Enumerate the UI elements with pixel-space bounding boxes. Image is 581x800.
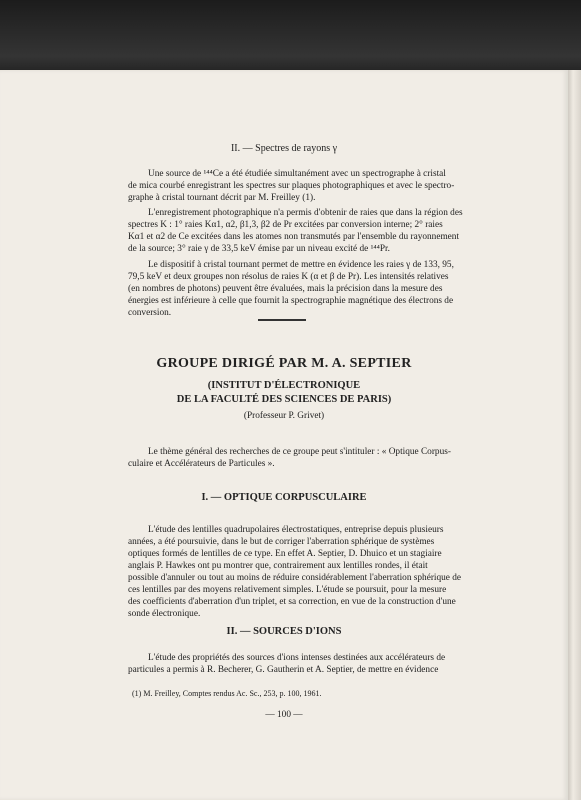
paragraph-line: particules a permis à R. Becherer, G. Gautherin et A. Septier, de mettre en évidence (128, 665, 439, 675)
paragraph-line: énergies est inférieure à celle que fournit la spectrographie magnétique des électrons de (128, 296, 454, 306)
paragraph-line: possible d'annuler ou tout au moins de réduire considérablement l'aberration sphérique de (128, 573, 462, 583)
paragraph-line: de mica courbé enregistrant les spectres sur plaques photographiques et avec le spectro- (128, 181, 455, 191)
paragraph-line: des coefficients d'aberration d'un triplet, et sa correction, en vue de la construction d'une (128, 597, 456, 607)
paragraph-line: L'étude des propriétés des sources d'ions intenses destinées aux accélérateurs de (148, 653, 446, 663)
paragraph-line: sonde électronique. (128, 609, 201, 619)
footnote: (1) M. Freilley, Comptes rendus Ac. Sc., 253, p. 100, 1961. (132, 689, 322, 698)
paragraph-line: culaire et Accélérateurs de Particules ». (128, 459, 275, 469)
paragraph-line: Le dispositif à cristal tournant permet de mettre en évidence les raies γ de 133, 95, (148, 260, 454, 270)
page-edge (568, 70, 581, 800)
section-heading: II. — SOURCES D'IONS (226, 626, 342, 637)
paragraph-line: L'enregistrement photographique n'a permis d'obtenir de raies que dans la région des (148, 208, 463, 218)
paragraph-line: de la source; 3° raie γ de 33,5 keV émise par un niveau excité de ¹⁴⁴Pr. (128, 244, 390, 254)
paragraph-line: ces lentilles par des moyens relativement simples. L'étude se poursuit, pour la mesure (128, 585, 447, 595)
paragraph-line: Kα1 et α2 de Ce excitées dans les atomes non transmutés par l'ensemble du rayonnement (128, 232, 460, 242)
paragraph-line: optiques formés de lentilles de ce type. En effet A. Septier, D. Dhuico et un stagiaire (128, 549, 442, 559)
paragraph-line: 79,5 keV et deux groupes non résolus de raies K (α et β de Pr). Les intensités relatives (128, 272, 449, 282)
paragraph-line: L'étude des lentilles quadrupolaires électrostatiques, entreprise depuis plusieurs (148, 525, 444, 535)
scanner-background (0, 0, 581, 70)
paragraph-line: spectres K : 1° raies Kα1, α2, β1,3, β2 de Pr excitées par conversion interne; 2° raies (128, 220, 443, 230)
group-title: GROUPE DIRIGÉ PAR M. A. SEPTIER (156, 356, 412, 371)
paragraph-line: anglais P. Hawkes ont pu montrer que, contrairement aux lentilles rondes, il était (128, 561, 428, 571)
paragraph-line: graphe à cristal tournant décrit par M. Freilley (1). (128, 193, 316, 203)
professor-line: (Professeur P. Grivet) (243, 411, 325, 421)
paragraph-line: années, a été poursuivie, dans le but de corriger l'aberration sphérique de systèmes (128, 537, 435, 547)
institute-line: (INSTITUT D'ÉLECTRONIQUE (207, 380, 361, 391)
section-divider (258, 319, 306, 321)
paragraph-line: conversion. (128, 308, 172, 318)
paragraph-line: (en nombres de photons) peuvent être évaluées, mais la précision dans la mesure des (128, 284, 443, 294)
page-number: — 100 — (265, 710, 303, 720)
section-heading: I. — OPTIQUE CORPUSCULAIRE (201, 492, 367, 503)
section-heading: II. — Spectres de rayons γ (230, 143, 338, 154)
paragraph-line: Le thème général des recherches de ce groupe peut s'intituler : « Optique Corpus- (148, 447, 451, 457)
institute-line: DE LA FACULTÉ DES SCIENCES DE PARIS) (176, 394, 392, 405)
paragraph-line: Une source de ¹⁴⁴Ce a été étudiée simultanément avec un spectrographe à cristal (148, 169, 446, 179)
